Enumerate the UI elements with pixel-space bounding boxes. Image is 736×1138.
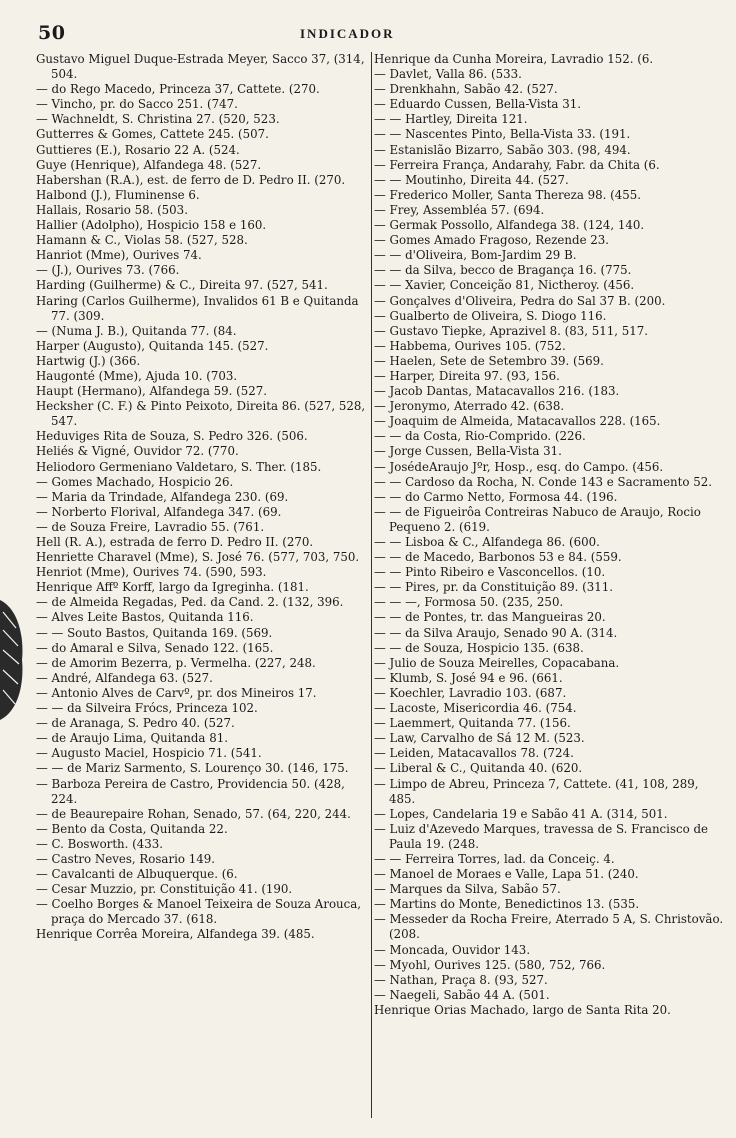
directory-entry: — — da Silva Araujo, Senado 90 A. (314. (374, 625, 618, 640)
directory-entry: — do Amaral e Silva, Senado 122. (165. (36, 640, 274, 655)
directory-entry: — — —, Formosa 50. (235, 250. (374, 595, 564, 610)
directory-entry: — Augusto Maciel, Hospicio 71. (541. (36, 746, 262, 761)
directory-entry: — — da Silva, becco de Bragança 16. (775. (374, 263, 632, 278)
directory-entry: Hecksher (C. F.) & Pinto Peixoto, Direita 86. (527, 528, 547. (36, 399, 366, 429)
directory-entry: — Koechler, Lavradio 103. (687. (374, 685, 567, 700)
directory-entry: — Gualberto de Oliveira, S. Diogo 116. (374, 308, 607, 323)
directory-entry: — — da Costa, Rio-Comprido. (226. (374, 429, 586, 444)
directory-entry: — — de Souza, Hospicio 135. (638. (374, 640, 584, 655)
directory-entry: Harding (Guilherme) & C., Direita 97. (527, 541. (36, 278, 328, 293)
directory-entry: Guttieres (E.), Rosario 22 A. (524. (36, 142, 240, 157)
directory-entry: — Antonio Alves de Carvº, pr. dos Mineiros 17. (36, 685, 317, 700)
directory-entry: — Habbema, Ourives 105. (752. (374, 338, 566, 353)
directory-entry: Henrique Affº Korff, largo da Igreginha. (181. (36, 580, 309, 595)
directory-entry: — Cavalcanti de Albuquerque. (6. (36, 867, 238, 882)
directory-entry: — Drenkhahn, Sabão 42. (527. (374, 82, 558, 97)
directory-entry: — Manoel de Moraes e Valle, Lapa 51. (240. (374, 867, 639, 882)
directory-entry: — — Nascentes Pinto, Bella-Vista 33. (191. (374, 127, 631, 142)
directory-entry: — Limpo de Abreu, Princeza 7, Cattete. (41, 108, 289, 485. (374, 776, 699, 806)
directory-entry: Haupt (Hermano), Alfandega 59. (527. (36, 384, 268, 399)
directory-entry: — Vincho, pr. do Sacco 251. (747. (36, 97, 238, 112)
directory-entry: Habershan (R.A.), est. de ferro de D. Pedro II. (270. (36, 172, 346, 187)
page-header (0, 22, 736, 46)
directory-entry: Hallais, Rosario 58. (503. (36, 202, 188, 217)
directory-entry: — Norberto Florival, Alfandega 347. (69. (36, 504, 282, 519)
directory-entry: — de Amorim Bezerra, p. Vermelha. (227, 248. (36, 655, 316, 670)
directory-entry: — — Pires, pr. da Constituição 89. (311. (374, 580, 613, 595)
directory-entry: — — Ferreira Torres, lad. da Conceiç. 4. (374, 851, 615, 866)
directory-entry: — Germak Possollo, Alfandega 38. (124, 140. (374, 218, 645, 233)
directory-entry: — JosédeAraujo Jºr, Hosp., esq. do Campo. (456. (374, 459, 664, 474)
directory-entry: — Naegeli, Sabão 44 A. (501. (374, 987, 550, 1002)
directory-entry: — Klumb, S. José 94 e 96. (661. (374, 670, 563, 685)
directory-entry: Haring (Carlos Guilherme), Invalidos 61 B e Quitanda 77. (309. (36, 293, 359, 323)
directory-entry: Gustavo Miguel Duque-Estrada Meyer, Sacco 37, (314, 504. (36, 52, 365, 82)
directory-entry: Henrique Corrêa Moreira, Alfandega 39. (485. (36, 927, 315, 942)
directory-entry: — Ferreira França, Andarahy, Fabr. da Chita (6. (374, 157, 660, 172)
directory-entry: — Gomes Amado Fragoso, Rezende 23. (374, 233, 610, 248)
directory-entry: — Gustavo Tiepke, Aprazivel 8. (83, 511, 517. (374, 323, 649, 338)
directory-entry: — — Lisboa & C., Alfandega 86. (600. (374, 535, 600, 549)
directory-entry: — Frey, Assembléa 57. (694. (374, 202, 545, 217)
directory-entry: — Frederico Moller, Santa Thereza 98. (455. (374, 187, 641, 202)
directory-entry: — Myohl, Ourives 125. (580, 752, 766. (374, 957, 606, 972)
directory-entry: — — Pinto Ribeiro e Vasconcellos. (10. (374, 565, 606, 580)
directory-entry: — Law, Carvalho de Sá 12 M. (523. (374, 731, 585, 746)
directory-entry: — Jeronymo, Aterrado 42. (638. (374, 399, 565, 414)
directory-entry: — — do Carmo Netto, Formosa 44. (196. (374, 489, 618, 504)
directory-entry: — Leiden, Matacavallos 78. (724. (374, 746, 574, 761)
directory-entry: Haugonté (Mme), Ajuda 10. (703. (36, 368, 238, 383)
directory-entry: — (J.), Ourives 73. (766. (36, 263, 180, 278)
directory-entry: — Gomes Machado, Hospicio 26. (36, 474, 234, 489)
directory-entry: — Joaquim de Almeida, Matacavallos 228. (165. (374, 414, 661, 429)
directory-entry: Guye (Henrique), Alfandega 48. (527. (36, 157, 262, 172)
directory-entry: — Jorge Cussen, Bella-Vista 31. (374, 444, 562, 459)
directory-entry: Henriette Charavel (Mme), S. José 76. (577, 703, 750. (36, 550, 360, 565)
directory-entry: Hallier (Adolpho), Hospicio 158 e 160. (36, 218, 267, 233)
directory-entry: — — de Macedo, Barbonos 53 e 84. (559. (374, 550, 622, 565)
directory-entry: — — Cardoso da Rocha, N. Conde 143 e Sacramento 52. (374, 474, 712, 489)
directory-entry: — Messeder da Rocha Freire, Aterrado 5 A, S. Christovão. (208. (374, 912, 724, 942)
directory-entry: — Davlet, Valla 86. (533. (374, 67, 522, 82)
directory-entry: — Estanislão Bizarro, Sabão 303. (98, 494. (374, 142, 631, 157)
directory-entry: — — Souto Bastos, Quitanda 169. (569. (36, 625, 273, 640)
directory-entry: — Bento da Costa, Quitanda 22. (36, 821, 228, 836)
directory-entry: — Liberal & C., Quitanda 40. (620. (374, 761, 583, 776)
directory-entry: — Luiz d'Azevedo Marques, travessa de S. Francisco de Paula 19. (248. (374, 821, 708, 851)
directory-entry: Halbond (J.), Fluminense 6. (36, 187, 200, 202)
directory-entry: — André, Alfandega 63. (527. (36, 670, 213, 685)
directory-entry: Henriot (Mme), Ourives 74. (590, 593. (36, 565, 267, 580)
directory-entry: — Cesar Muzzio, pr. Constituição 41. (190. (36, 882, 293, 897)
directory-entry: — de Souza Freire, Lavradio 55. (761. (36, 519, 265, 534)
directory-entry: — (Numa J. B.), Quitanda 77. (84. (36, 323, 237, 338)
directory-entry: Hell (R. A.), estrada de ferro D. Pedro II. (270. (36, 535, 314, 549)
directory-entry: — — de Pontes, tr. das Mangueiras 20. (374, 610, 606, 625)
directory-columns (36, 52, 726, 1122)
directory-entry: — C. Bosworth. (433. (36, 836, 164, 851)
directory-entry: — — de Mariz Sarmento, S. Lourenço 30. (146, 175. (36, 761, 349, 776)
directory-entry: — Lacoste, Misericordia 46. (754. (374, 701, 577, 716)
directory-entry: — Lopes, Candelaria 19 e Sabão 41 A. (314, 501. (374, 806, 668, 821)
directory-entry: — — da Silveira Frócs, Princeza 102. (36, 701, 258, 716)
directory-entry: Hanriot (Mme), Ourives 74. (36, 248, 202, 263)
directory-entry: — Wachneldt, S. Christina 27. (520, 523. (36, 112, 280, 127)
directory-entry: Heliodoro Germeniano Valdetaro, S. Ther. (185. (36, 459, 322, 474)
directory-entry: — Maria da Trindade, Alfandega 230. (69. (36, 489, 289, 504)
directory-entry: Heliés & Vigné, Ouvidor 72. (770. (36, 444, 239, 459)
directory-entry: — de Almeida Regadas, Ped. da Cand. 2. (132, 396. (36, 595, 344, 610)
directory-entry: Hamann & C., Violas 58. (527, 528. (36, 233, 248, 248)
directory-entry: — Harper, Direita 97. (93, 156. (374, 368, 560, 383)
directory-entry: — do Rego Macedo, Princeza 37, Cattete. (270. (36, 82, 320, 97)
directory-entry: Hartwig (J.) (366. (36, 353, 141, 368)
directory-entry: — Nathan, Praça 8. (93, 527. (374, 972, 548, 987)
directory-entry: — Julio de Souza Meirelles, Copacabana. (374, 655, 620, 670)
directory-entry: — Coelho Borges & Manoel Teixeira de Souza Arouca, praça do Mercado 37. (618. (36, 897, 362, 927)
directory-entry: — Moncada, Ouvidor 143. (374, 942, 531, 957)
directory-entry: — de Aranaga, S. Pedro 40. (527. (36, 716, 235, 731)
directory-entry: — Martins do Monte, Benedictinos 13. (535. (374, 897, 640, 912)
running-title: INDICADOR (300, 26, 395, 41)
directory-entry: — — de Figueirôa Contreiras Nabuco de Araujo, Rocio Pequeno 2. (619. (374, 504, 701, 534)
left-column (36, 52, 370, 1122)
directory-entry: Heduviges Rita de Souza, S. Pedro 326. (506. (36, 429, 308, 444)
directory-entry: Henrique Orias Machado, largo de Santa Rita 20. (374, 1002, 671, 1017)
directory-entry: — Castro Neves, Rosario 149. (36, 851, 215, 866)
directory-entry: Harper (Augusto), Quitanda 145. (527. (36, 338, 269, 353)
directory-entry: — Barboza Pereira de Castro, Providencia 50. (428, 224. (36, 776, 345, 806)
directory-entry: — Jacob Dantas, Matacavallos 216. (183. (374, 384, 620, 399)
directory-entry: — Laemmert, Quitanda 77. (156. (374, 716, 571, 731)
directory-entry: — Eduardo Cussen, Bella-Vista 31. (374, 97, 581, 112)
directory-entry: Gutterres & Gomes, Cattete 245. (507. (36, 127, 269, 142)
directory-entry: — Marques da Silva, Sabão 57. (374, 882, 561, 897)
directory-entry: — Gonçalves d'Oliveira, Pedra do Sal 37 B. (200. (374, 293, 666, 308)
directory-entry: — de Beaurepaire Rohan, Senado, 57. (64, 220, 244. (36, 806, 351, 821)
directory-entry: — — Xavier, Conceição 81, Nictheroy. (456. (374, 278, 635, 293)
directory-entry: — — Moutinho, Direita 44. (527. (374, 172, 569, 187)
right-column (374, 52, 726, 1122)
binding-shadow-icon (0, 600, 24, 720)
directory-entry: — Haelen, Sete de Setembro 39. (569. (374, 353, 604, 368)
directory-entry: — Alves Leite Bastos, Quitanda 116. (36, 610, 254, 625)
column-divider (371, 52, 372, 1118)
directory-entry: — de Araujo Lima, Quitanda 81. (36, 731, 228, 746)
directory-entry: — — Hartley, Direita 121. (374, 112, 528, 127)
directory-entry: Henrique da Cunha Moreira, Lavradio 152. (6. (374, 52, 654, 66)
directory-entry: — — d'Oliveira, Bom-Jardim 29 B. (374, 248, 577, 263)
page-number: 50 (38, 22, 66, 44)
